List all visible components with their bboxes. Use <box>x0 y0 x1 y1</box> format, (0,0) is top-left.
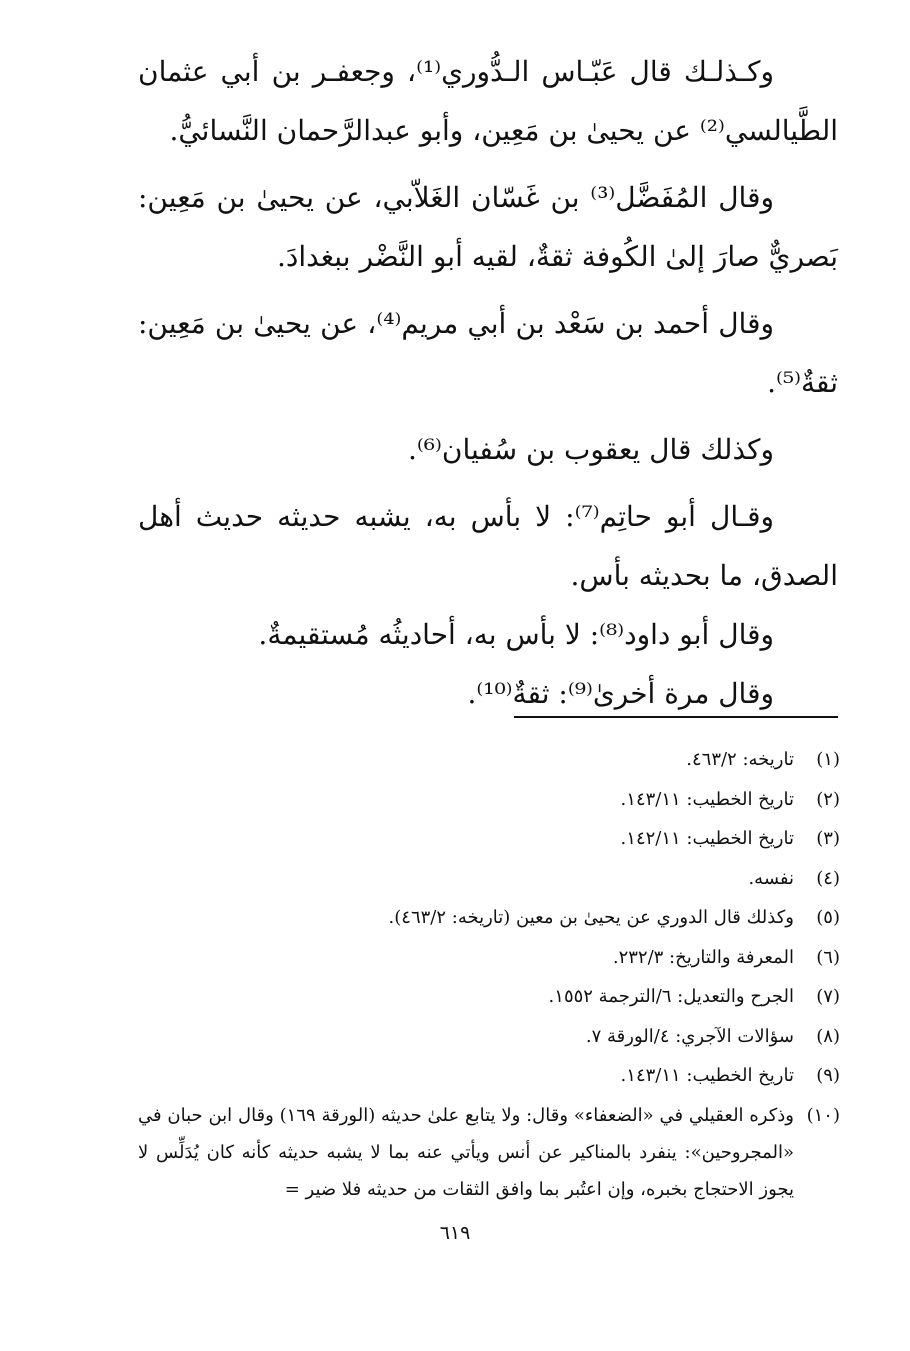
footnote-text: نفسه. <box>748 867 794 889</box>
paragraph-6: وقال أبو داود⁽⁸⁾: لا بأس به، أحاديثُه مُستقيمةٌ. <box>258 618 774 651</box>
footnote-divider <box>514 716 838 718</box>
footnote <box>138 819 840 859</box>
footnote-number: (٧) <box>816 986 840 1007</box>
footnote <box>138 1096 840 1208</box>
paragraph-7: وقال مرة أخرىٰ⁽⁹⁾: ثقةٌ⁽¹⁰⁾. <box>467 677 774 710</box>
footnotes-list <box>138 740 840 1208</box>
footnote <box>138 859 840 899</box>
footnote <box>138 1017 840 1057</box>
footnote-number: (٦) <box>816 946 840 968</box>
footnote-number: (٨) <box>816 1025 840 1047</box>
footnote-text: الجرح والتعديل: ٦/الترجمة ١٥٥٢. <box>548 986 794 1007</box>
paragraph-3: وقال أحمد بن سَعْد بن أبي مريم⁽⁴⁾، عن يحيىٰ بن مَعِين: ثقةٌ⁽⁵⁾. <box>138 307 838 399</box>
footnote-number: (١) <box>816 749 840 770</box>
footnote <box>138 740 840 780</box>
footnote-text: سؤالات الآجري: ٤/الورقة ٧. <box>585 1025 794 1047</box>
footnote <box>138 898 840 938</box>
footnote-text: تاريخ الخطيب: ١٤٣/١١. <box>620 788 794 810</box>
footnote-text: وكذلك قال الدوري عن يحيىٰ بن معين (تاريخه: ٤٦٣/٢). <box>388 907 794 928</box>
footnote <box>138 977 840 1017</box>
paragraph-5: وقـال أبو حاتِم⁽⁷⁾: لا بأس به، يشبه حديثه حديث أهل الصدق، ما بحديثه بأس. <box>138 500 838 592</box>
footnote-text: تاريخ الخطيب: ١٤٣/١١. <box>620 1065 794 1086</box>
footnote-text: تاريخه: ٤٦٣/٢. <box>686 749 794 770</box>
main-text <box>138 42 838 723</box>
paragraph-1: وكـذلـك قال عَبّـاس الـدُّوري⁽¹⁾، وجعفـر بن أبي عثمان الطَّيالسي⁽²⁾ عن يحيىٰ بن مَعِين، وأبو عبدالرَّحمان النَّسائيُّ. <box>138 55 838 147</box>
paragraph-2: وقال المُفَضَّل⁽³⁾ بن غَسّان الغَلاّبي، عن يحيىٰ بن مَعِين: بَصريٌّ صارَ إلىٰ الكُوفة ثقةٌ، لقيه أبو النَّضْر ببغدادَ. <box>138 181 838 273</box>
footnote <box>138 1056 840 1096</box>
footnote <box>138 780 840 820</box>
footnote-number: (١٠) <box>806 1104 840 1126</box>
footnote-number: (٣) <box>816 828 840 849</box>
footnote-number: (٥) <box>816 907 840 928</box>
footnote-number: (٤) <box>816 867 840 889</box>
footnote-number: (٩) <box>816 1065 840 1086</box>
page-number: ٦١٩ <box>439 1222 471 1244</box>
footnote-number: (٢) <box>816 788 840 810</box>
footnote-text: المعرفة والتاريخ: ٢٣٢/٣. <box>612 946 794 968</box>
footnote-text: وذكره العقيلي في «الضعفاء» وقال: ولا يتابع علىٰ حديثه (الورقة ١٦٩) وقال ابن حبان في «المجروحين»: ينفرد بالمناكير عن أنس ويأتي عنه بما لا يشبه حديثه كأنه كان يُدَلِّس لا يجوز الاحتجاج بخبره، وإن اعتُبر بما وافق الثقات من حديثه فلا ضير = <box>138 1104 794 1200</box>
footnote <box>138 938 840 978</box>
paragraph-4: وكذلك قال يعقوب بن سُفيان⁽⁶⁾. <box>408 433 774 466</box>
footnote-text: تاريخ الخطيب: ١٤٢/١١. <box>620 828 794 849</box>
